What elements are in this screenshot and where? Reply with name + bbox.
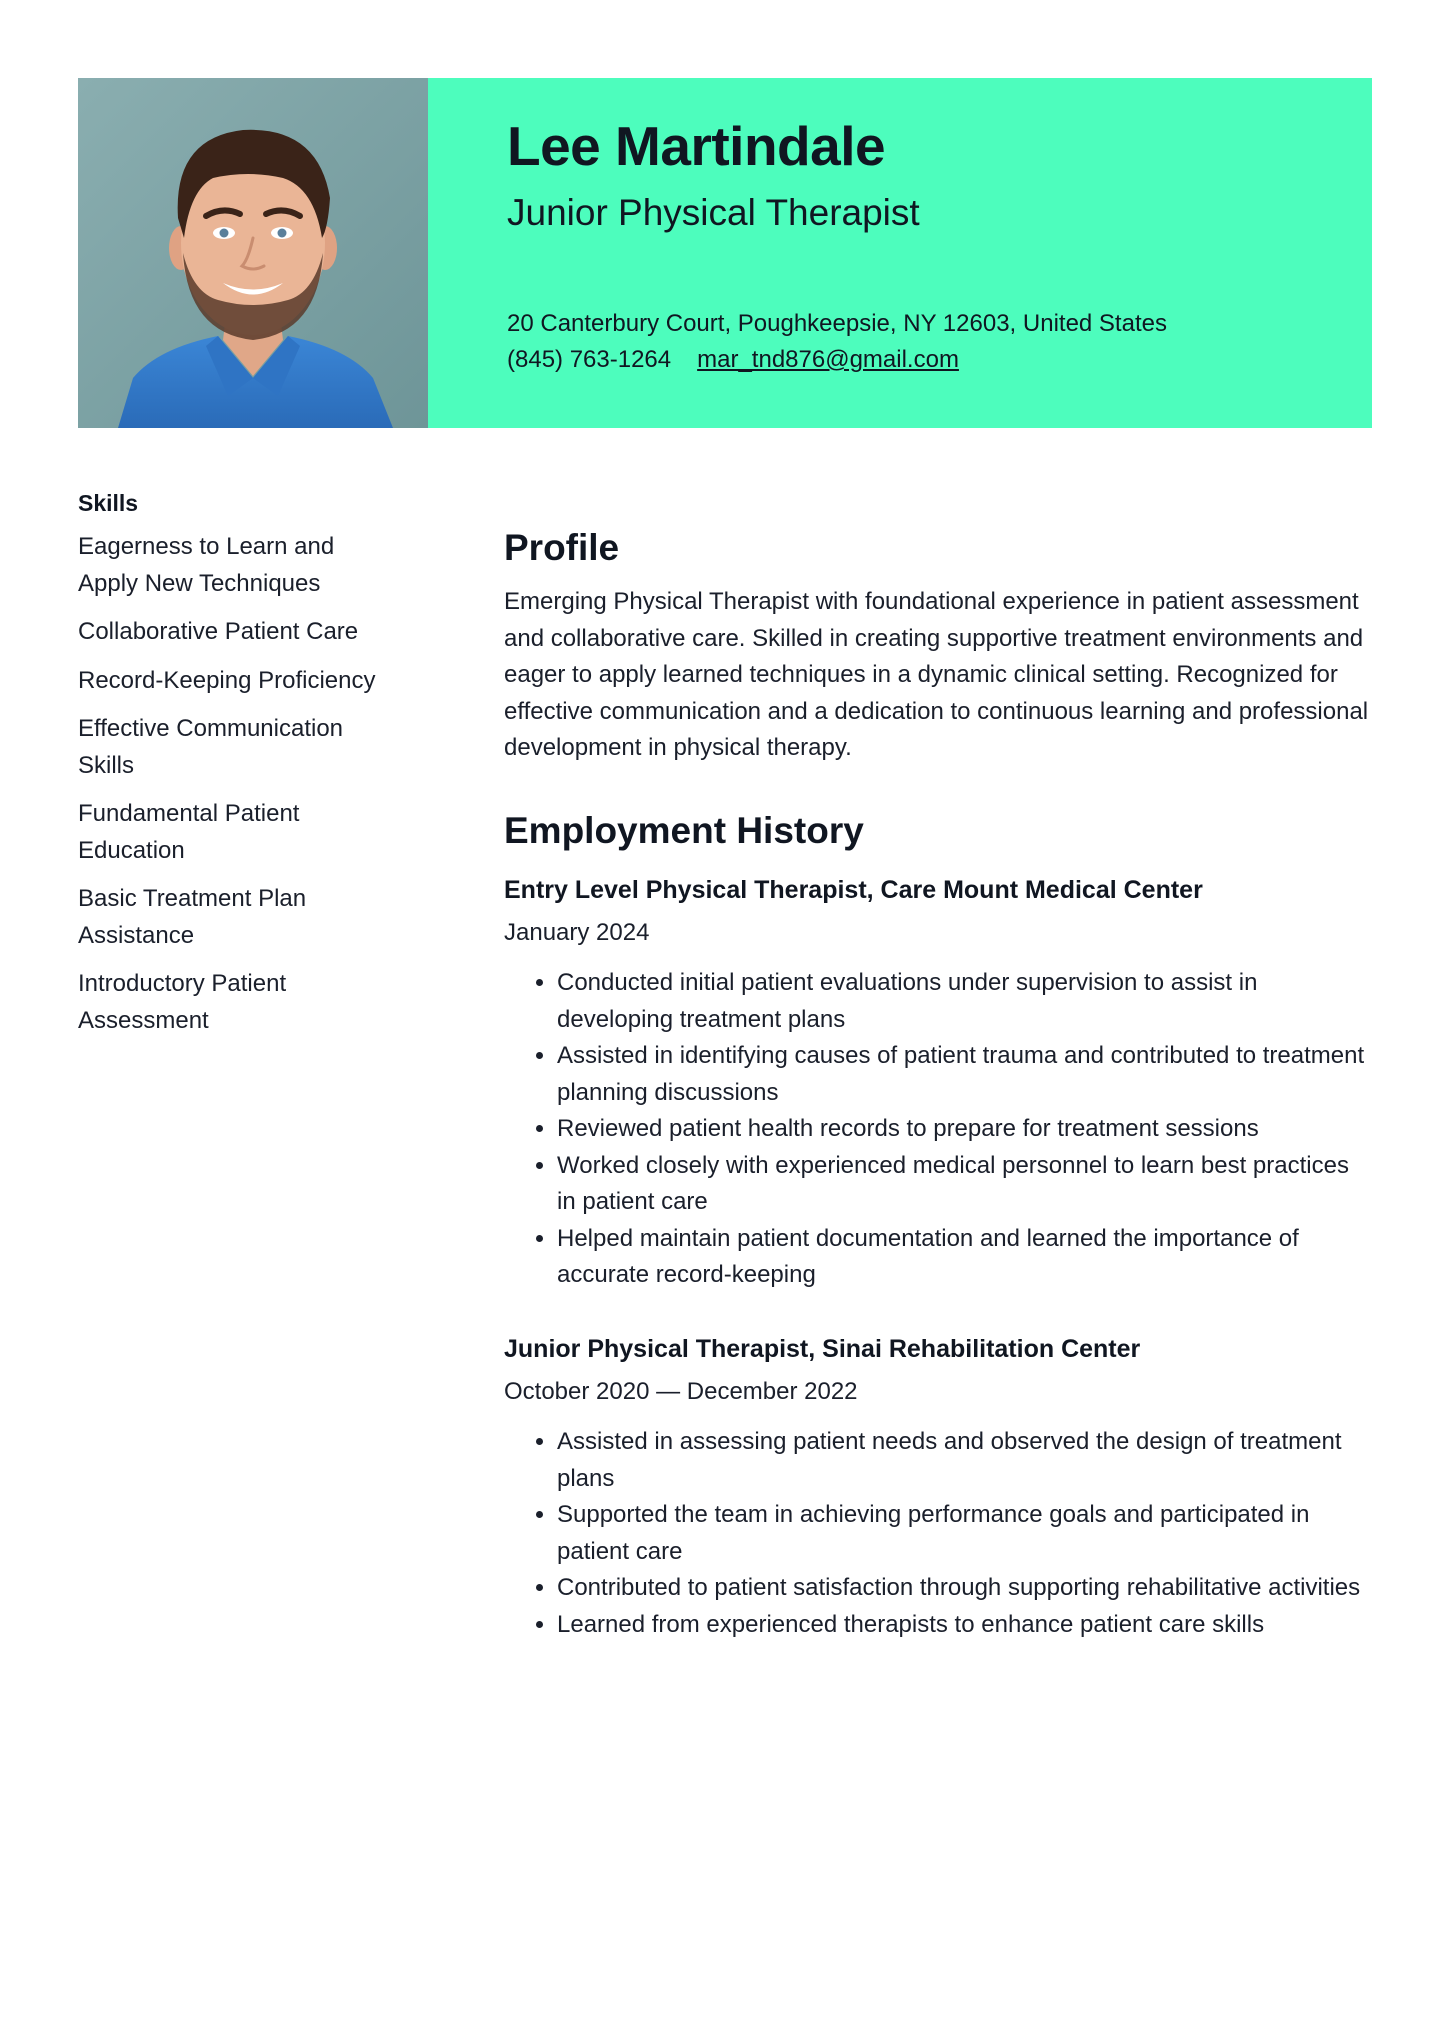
job-bullet: • Assisted in assessing patient needs and observed the design of treatment plans [557,1424,1374,1497]
skill-item: Eagerness to Learn and Apply New Techniques [78,533,335,597]
job-bullets [504,965,1374,1294]
employment-heading: Employment History [504,809,864,851]
profile-section [504,522,1374,767]
job-entry [504,1330,1374,1644]
skill-item: Record-Keeping Proficiency [78,666,376,694]
resume-header [78,78,1372,428]
employment-section [504,805,1374,1644]
job-bullet: • Contributed to patient satisfaction through supporting rehabilitative activities [557,1570,1374,1607]
skill-item: Basic Treatment Plan Assistance [78,885,307,949]
candidate-name: Lee Martindale [507,115,886,177]
header-text [507,78,1332,428]
contact-email-link[interactable]: mar_tnd876@gmail.com [697,346,959,373]
contact-address: 20 Canterbury Court, Poughkeepsie, NY 12603, United States [507,310,1167,337]
job-title: Entry Level Physical Therapist, Care Mount Medical Center [504,875,1203,904]
job-title: Junior Physical Therapist, Sinai Rehabilitation Center [504,1334,1141,1363]
sidebar [78,490,398,1051]
job-bullet: • Conducted initial patient evaluations under supervision to assist in developing treatment plans [557,965,1374,1038]
skills-heading: Skills [78,490,139,516]
job-entry [504,871,1374,1294]
job-bullet: • Supported the team in achieving performance goals and participated in patient care [557,1497,1374,1570]
candidate-title: Junior Physical Therapist [507,192,920,233]
job-bullet: • Reviewed patient health records to prepare for treatment sessions [557,1111,1374,1148]
job-bullet: • Learned from experienced therapists to enhance patient care skills [557,1607,1374,1644]
job-bullet: • Assisted in identifying causes of patient trauma and contributed to treatment planning discussions [557,1038,1374,1111]
profile-heading: Profile [504,527,620,568]
job-bullet: • Helped maintain patient documentation and learned the importance of accurate record-keeping [557,1221,1374,1294]
skills-list [78,529,398,1039]
skill-item: Effective Communication Skills [78,715,344,779]
job-dates: October 2020 — December 2022 [504,1377,858,1405]
skill-item: Introductory Patient Assessment [78,970,287,1034]
job-dates: January 2024 [504,918,650,946]
main-content [504,522,1374,1643]
skill-item: Fundamental Patient Education [78,800,300,864]
contact-line [507,346,959,374]
job-bullet: • Worked closely with experienced medical personnel to learn best practices in patient care [557,1148,1374,1221]
profile-photo [78,78,428,428]
contact-phone: (845) 763-1264 [507,346,672,373]
job-bullets [504,1424,1374,1643]
profile-summary: Emerging Physical Therapist with foundational experience in patient assessment and collaborative care. Skilled in creating supportive treatment environments and eager to apply learned techniques in a dynamic clinical setting. Recognized for effective communication and a dedication to continuous learning and professional development in physical therapy. [504,588,1369,761]
skill-item: Collaborative Patient Care [78,618,359,645]
